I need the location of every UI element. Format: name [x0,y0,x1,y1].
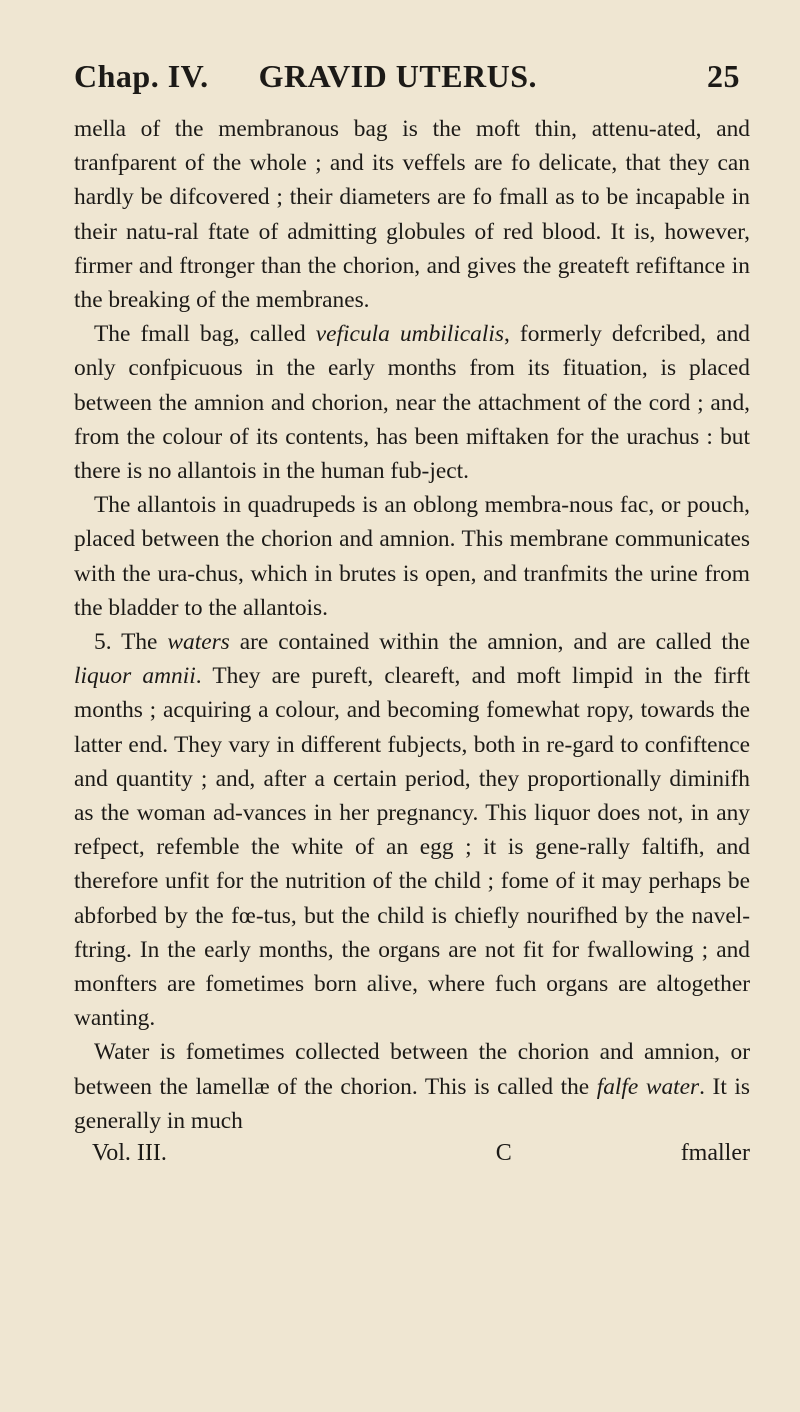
paragraph [74,1035,750,1138]
catchword: fmaller [680,1140,750,1167]
paragraph [74,625,750,1035]
page-number: 25 [706,58,740,94]
italic-term: waters [167,629,230,656]
text-run: are contained within the amnion, and are called the [229,629,750,656]
paragraph [74,112,750,317]
paragraph [74,317,750,488]
paragraph [74,488,750,625]
text-run: . They are pureft, cleareft, and moft limpid in the firft months ; acquiring a colour, and becoming fomewhat ropy, towards the latter end. They vary in different fubjects, both in re-gard to confiftence and quantity ; and, after a certain period, they proportionally diminifh as the woman ad-vances in her pregnancy. This liquor does not, in any refpect, refemble the white of an egg ; it is gene-rally faltifh, and therefore unfit for the nutrition of the child ; fome of it may perhaps be abforbed by the fœ-tus, but the child is chiefly nourifhed by the navel-ftring. In the early months, the organs are not fit for fwallowing ; and monfters are fometimes born alive, where fuch organs are altogether wanting. [74,663,750,1032]
page-footer [74,1138,750,1168]
signature-mark: C [495,1140,512,1167]
text-run: 5. The [94,629,168,656]
chapter-label: Chap. IV. [74,58,209,94]
text-run: mella of the membranous bag is the moft thin, attenu-ated, and tranfparent of the whole ; and its veffels are fo delicate, that they can hardly be difcovered ; their diameters are fo fmall as to be incapable in their natu-ral ftate of admitting globules of red blood. It is, however, firmer and ftronger than the chorion, and gives the greateft refiftance in the breaking of the membranes. [74,116,750,314]
italic-term: veficula umbilicalis [315,321,504,348]
volume-label: Vol. III. [92,1140,167,1167]
page-title: GRAVID UTERUS. [258,58,538,94]
text-run: . It is generally in much [74,1073,751,1134]
running-header [74,58,750,110]
text-run: Water is fometimes collected between the chorion and amnion, or between the lamellæ of the chorion. This is called the [74,1039,750,1100]
body-text [74,112,750,1138]
text-run: , formerly defcribed, and only confpicuous in the early months from its fituation, is placed between the amnion and chorion, near the attachment of the cord ; and, from the colour of its contents, has been miftaken for the urachus : but there is no allantois in the human fub-ject. [74,321,750,485]
italic-term: falfe water [596,1073,700,1100]
text-run: The fmall bag, called [94,321,316,348]
text-run: The allantois in quadrupeds is an oblong membra-nous fac, or pouch, placed between the chorion and amnion. This membrane communicates with the ura-chus, which in brutes is open, and tranfmits the urine from the bladder to the allantois. [74,492,750,621]
italic-term: liquor amnii [74,663,196,690]
